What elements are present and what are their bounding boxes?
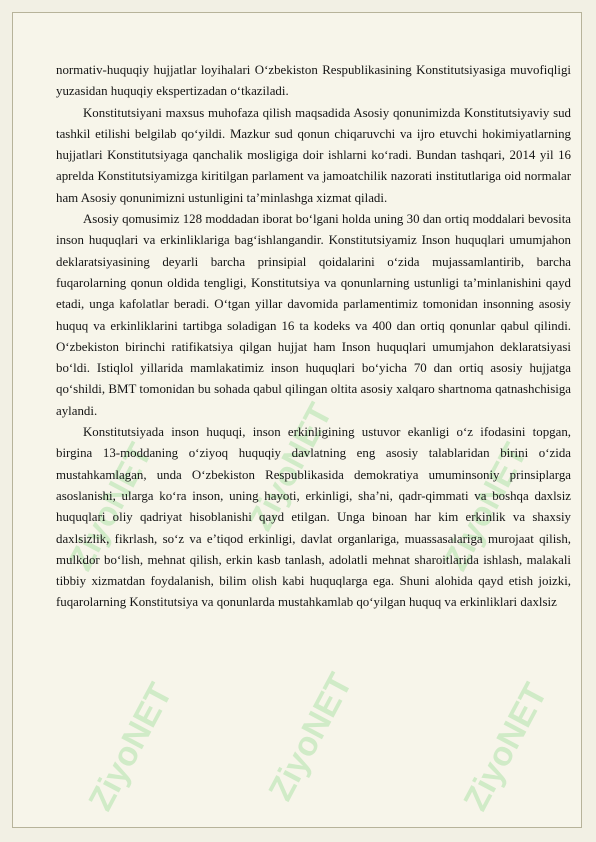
document-page [12,12,582,828]
watermark-text: ZiyoNET [61,437,160,577]
paragraph: Asosiy qomusimiz 128 moddadan iborat bo‘lgani holda uning 30 dan ortiq moddalari bevosita inson huquqlari va erkinliklariga bag‘ishlangandir. Konstitutsiyamiz Inson huquqlari umumjahon deklaratsiyasining deyarli barcha prinsipial qoidalarini o‘zida mujassamlantirib, barcha fuqarolarning qonun oldida tengligi, Konstitutsiya va qonunlarning ustunligi ta’minlanishini qayd etadi, unga kafolatlar beradi. O‘tgan yillar davomida parlamentimiz tomonidan insonning asosiy huquq va erkinliklarini tartibga soladigan 16 ta kodeks va 400 dan ortiq qonunlar qabul qilindi. O‘zbekiston birinchi ratifikatsiya qilgan hujjat ham Inson huquqlari umumjahon deklaratsiyasi bo‘ldi. Istiqlol yillarida mamlakatimiz inson huquqlari bo‘yicha 70 dan ortiq asosiy hujjatga qo‘shildi, BMT tomonidan bu sohada qabul qilingan oltita asosiy xalqaro shartnoma qatnashchisiga aylandi. [56,212,571,418]
watermark-text: ZiyoNET [456,677,555,817]
watermark-text: ZiyoNET [81,677,180,817]
paragraph: normativ-huquqiy hujjatlar loyihalari O‘zbekiston Respublikasining Konstitutsiyasiga muvofiqligi yuzasidan huquqiy ekspertizadan o‘tkaziladi. [56,63,571,99]
document-body [56,60,571,614]
paragraph: Konstitutsiyani maxsus muhofaza qilish maqsadida Asosiy qonunimizda Konstitutsiyaviy sud tashkil etilishi belgilab qo‘yildi. Mazkur sud qonun chiqaruvchi va ijro etuvchi hokimiyatlarning hujjatlari Konstitutsiyaga qanchalik mosligiga doir ishlarni ko‘radi. Bundan tashqari, 2014 yil 16 aprelda Konstitutsiyamizga kiritilgan parlament va jamoatchilik nazorati institutlariga oid normalar ham Asosiy qonunimizni ustunligini ta’minlashga xizmat qiladi. [56,105,571,205]
watermark-text: ZiyoNET [261,667,360,807]
watermark-text: ZiyoNET [436,437,535,577]
paragraph: Konstitutsiyada inson huquqi, inson erkinligining ustuvor ekanligi o‘z ifodasini topgan, birgina 13-moddaning o‘ziyoq huquqiy davlatning eng asosiy talablaridan birini o‘zida mustahkamlagan, unda O‘zbekiston Respublikasida demokratiya umuminsoniy prinsiplarga asoslanishi, ularga ko‘ra inson, uning hayoti, erkinligi, sha’ni, qadr-qimmati va boshqa daxlsiz huquqlari oliy qadriyat hisoblanishi qayd etilgan. Unga binoan har kim erkinlik va shaxsiy daxlsizlik, fikrlash, so‘z va e’tiqod erkinligi, davlat organlariga, muassasalariga murojaat qilish, mulkdor bo‘lish, mehnat qilish, erkin kasb tanlash, adolatli mehnat sharoitlarida ishlash, malakali tibbiy xizmatdan foydalanish, bilim olish kabi huquqlarga ega. Shuni alohida qayd etish joizki, fuqarolarning Konstitutsiya va qonunlarda mustahkamlab qo‘yilgan huquq va erkinliklari daxlsiz [56,425,571,610]
watermark-text: ZiyoNET [241,397,340,537]
